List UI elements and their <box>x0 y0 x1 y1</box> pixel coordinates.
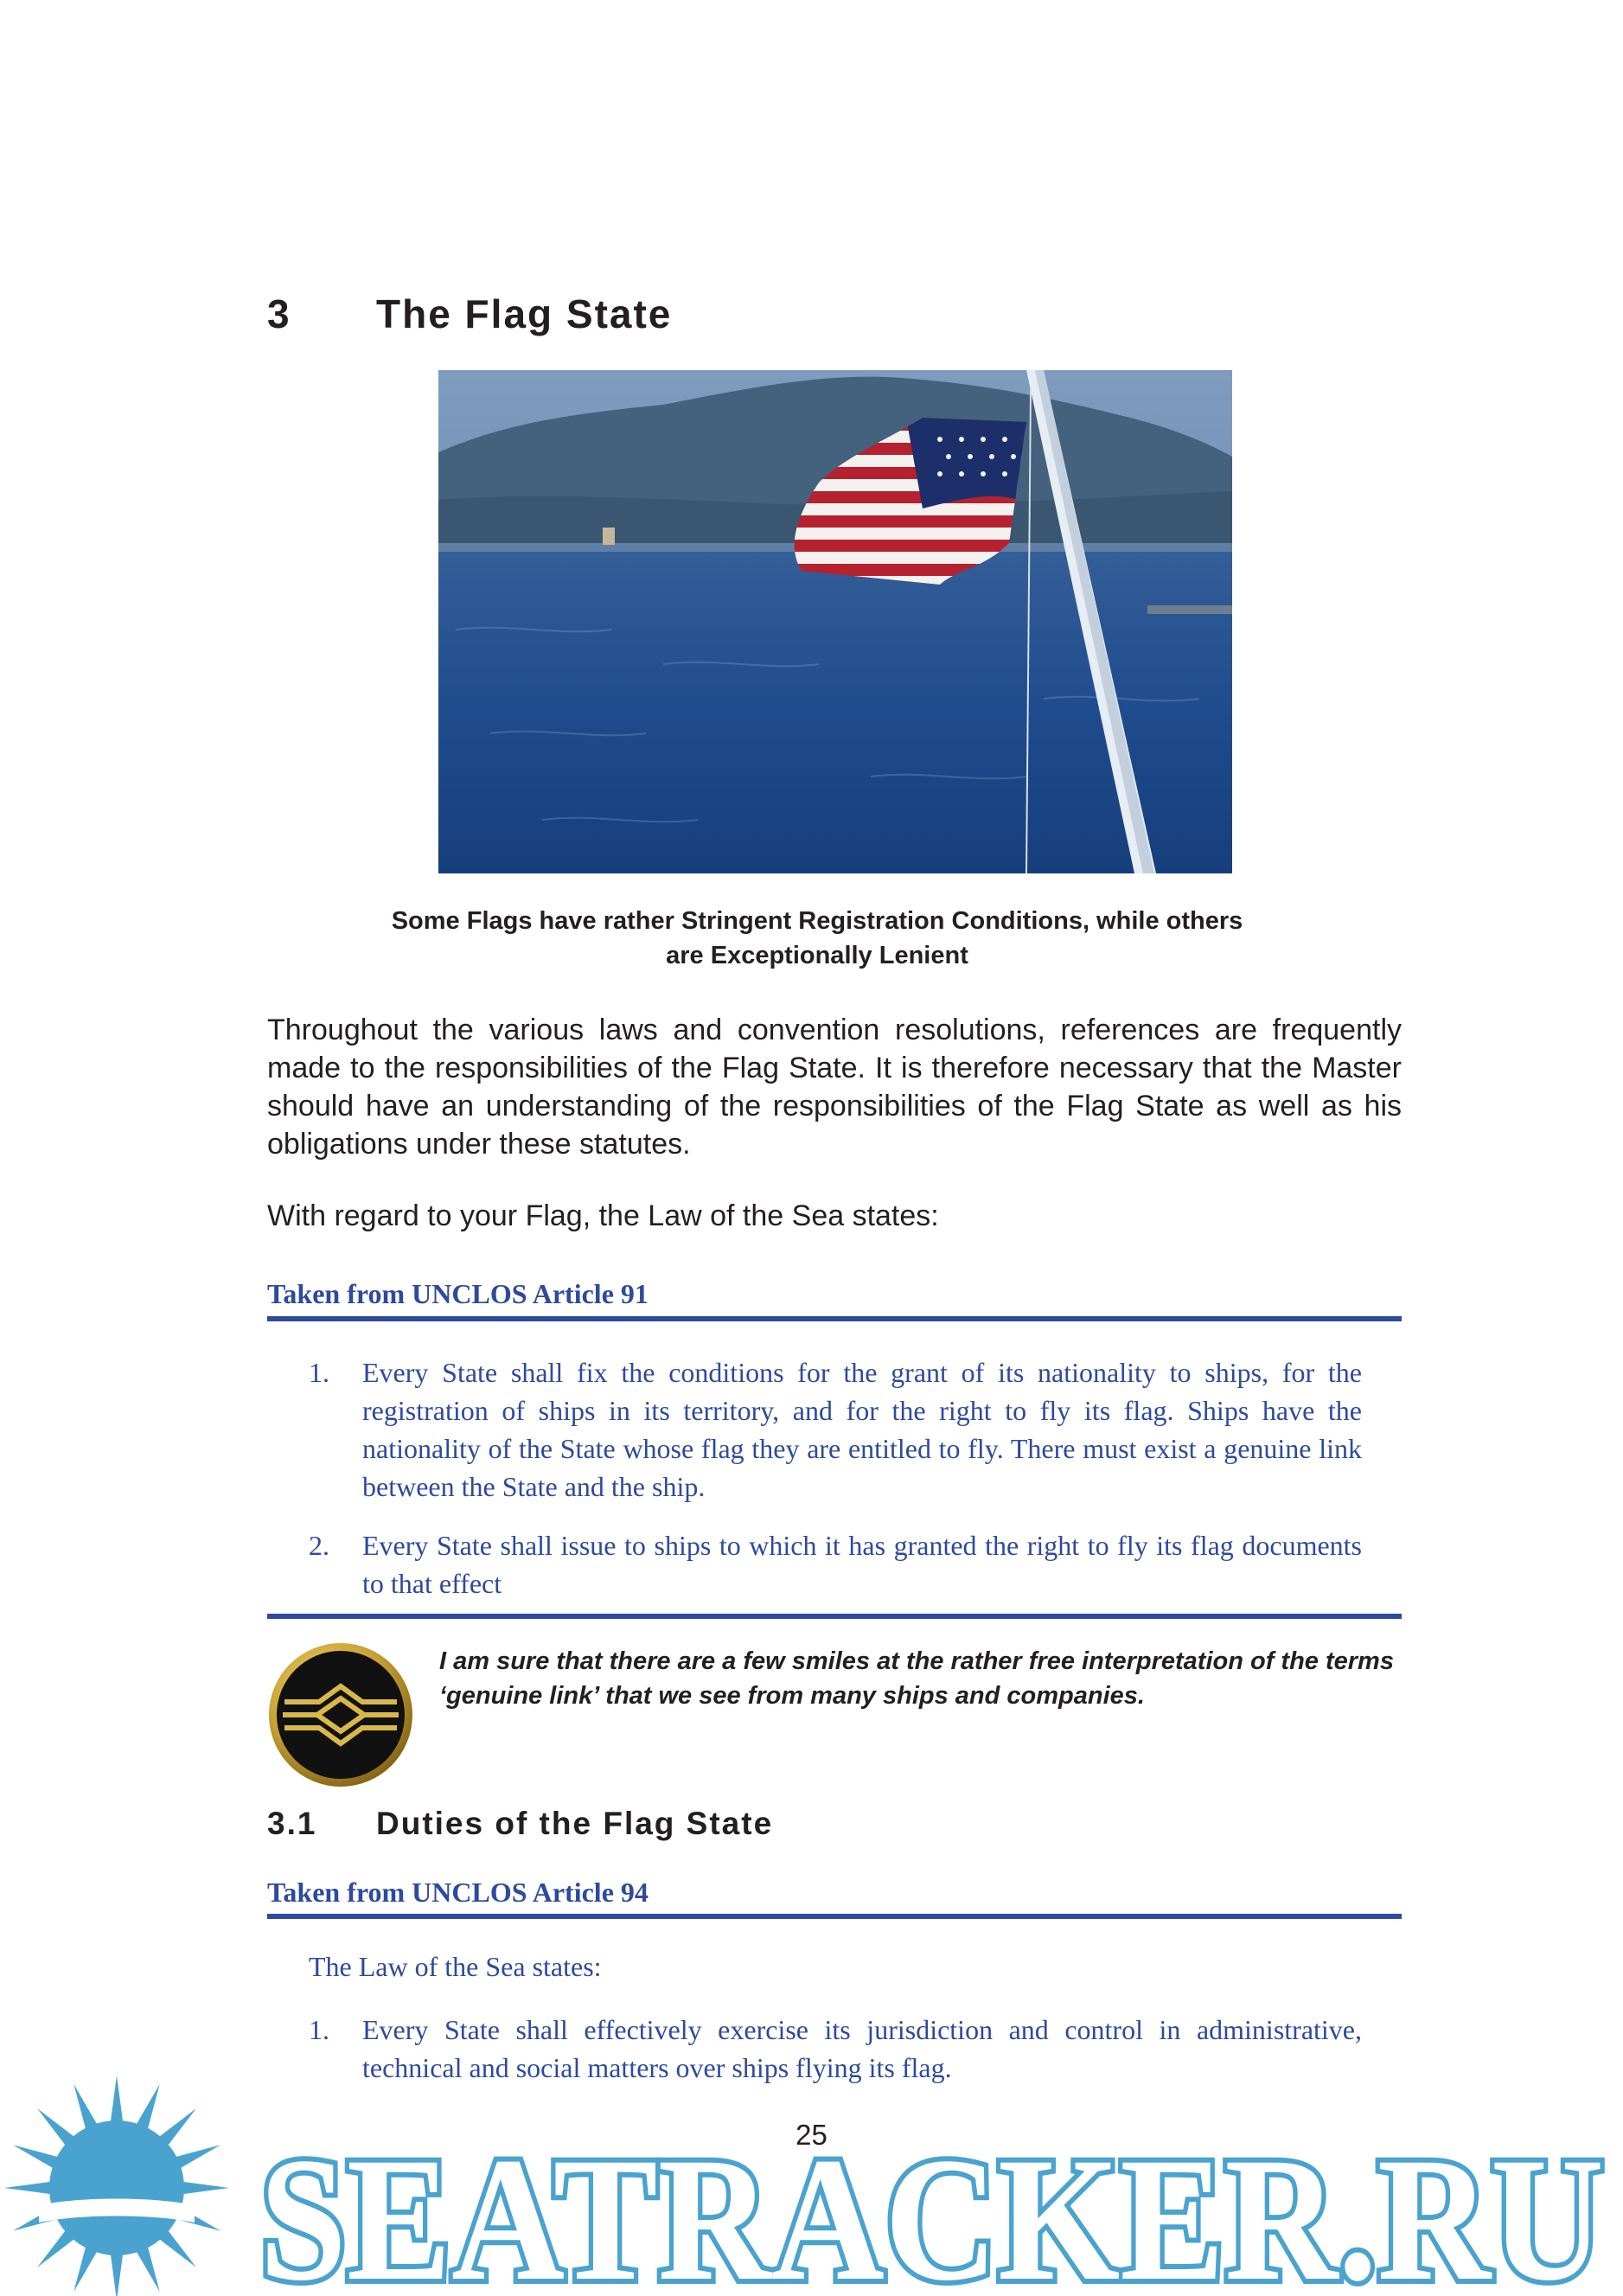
body-paragraph: With regard to your Flag, the Law of the Sea states: <box>267 1199 939 1232</box>
subsection-title: Duties of the Flag State <box>376 1806 774 1841</box>
sun-icon <box>4 2075 229 2296</box>
list-item <box>309 1526 1362 1602</box>
section-heading <box>267 291 672 337</box>
section-title: The Flag State <box>376 291 673 336</box>
section-number: 3 <box>267 291 291 336</box>
list-item-number: 2. <box>309 1530 329 1561</box>
subsection-number: 3.1 <box>267 1806 317 1841</box>
flag-photo <box>438 370 1232 873</box>
list-item-text: Every State shall issue to ships to which it has granted the right to fly its flag documents to that effect <box>362 1530 1362 1599</box>
insignia-icon <box>267 1641 414 1788</box>
caption-line-2: are Exceptionally Lenient <box>666 942 968 969</box>
watermark-text: SEATRACKER.RU <box>259 2121 1604 2296</box>
list-item-text: Every State shall fix the conditions for the grant of its nationality to ships, for the registration of ships in its territory, and for the right to fly its flag. Ships have the nationality of the State whose flag they are entitled to fly. There must exist a genuine link between the State and the ship. <box>362 1357 1362 1502</box>
subsection-heading <box>267 1806 773 1842</box>
divider <box>267 1614 1402 1619</box>
list-item-text: Every State shall effectively exercise its jurisdiction and control in administrative, technical and social matters over ships flying its flag. <box>362 2014 1362 2083</box>
divider <box>267 1914 1402 1919</box>
author-note: I am sure that there are a few smiles at the rather free interpretation of the terms ‘genuine link’ that we see from many ships and companies. <box>439 1647 1394 1710</box>
watermark <box>0 2058 1623 2296</box>
quote-list <box>309 1353 1362 1602</box>
divider <box>267 1316 1402 1321</box>
list-item-number: 1. <box>309 1357 329 1388</box>
list-item <box>309 1353 1362 1506</box>
photo-caption <box>329 904 1306 973</box>
quote-heading: Taken from UNCLOS Article 94 <box>267 1877 649 1908</box>
page-number: 25 <box>796 2119 827 2151</box>
list-item-number: 1. <box>309 2014 329 2045</box>
quote-heading: Taken from UNCLOS Article 91 <box>267 1278 649 1309</box>
caption-line-1: Some Flags have rather Stringent Registration Conditions, while others <box>391 907 1243 935</box>
body-paragraph: Throughout the various laws and convention resolutions, references are frequently made to the responsibilities of the Flag State. It is therefore necessary that the Master should have an understanding of the responsibilities of the Flag State as well as his obligations under these statutes. <box>267 1014 1402 1161</box>
quote-intro: The Law of the Sea states: <box>309 1951 602 1982</box>
